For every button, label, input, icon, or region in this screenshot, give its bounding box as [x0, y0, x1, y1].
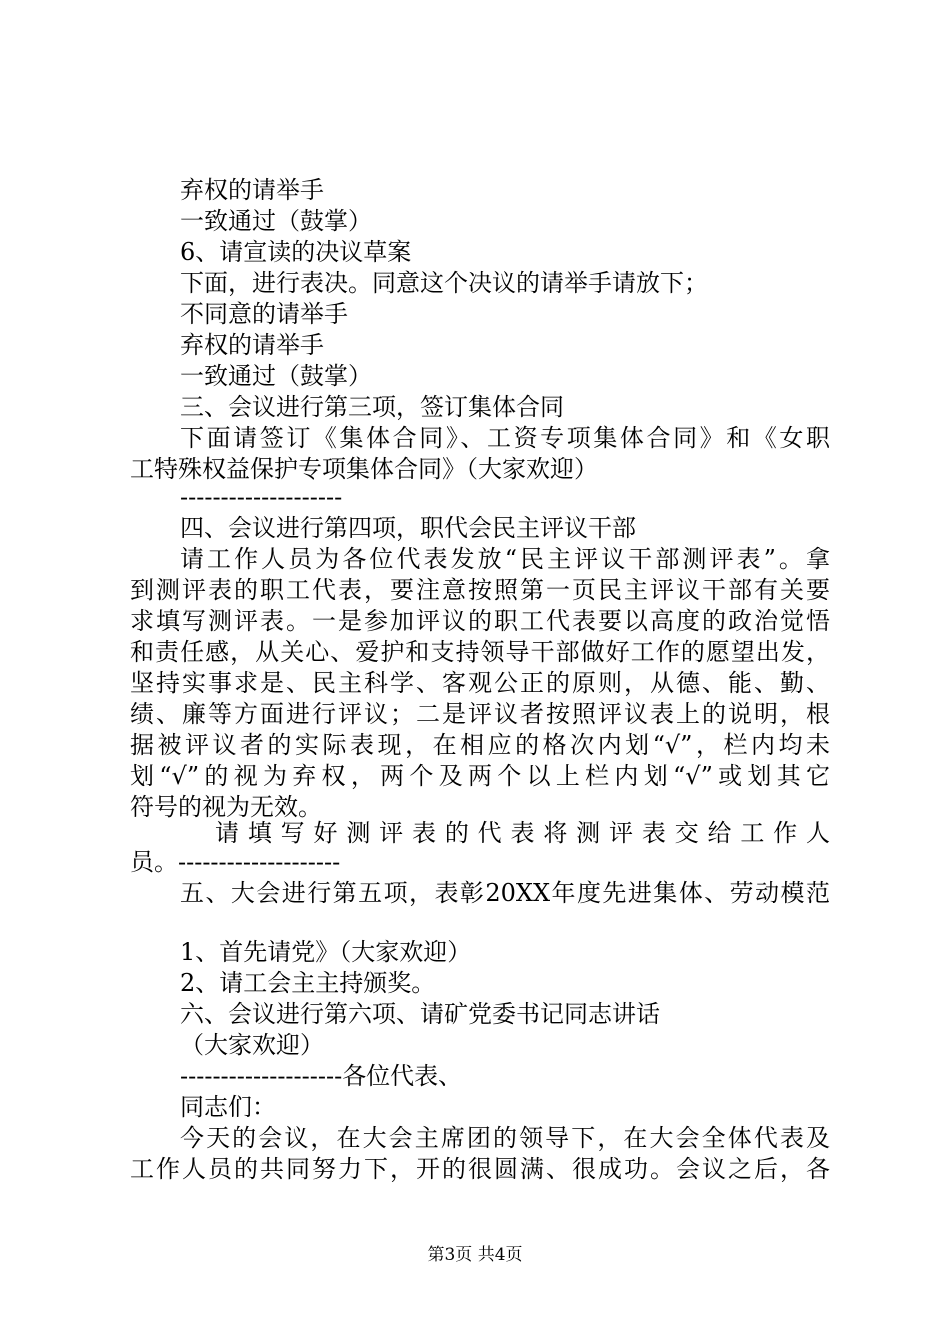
text-line: 1、首先请党》（大家欢迎） [180, 938, 472, 966]
section-heading: 五、大会进行第五项，表彰20XX年度先进集体、劳动模范 [180, 879, 830, 907]
text-line: 和责任感，从关心、爱护和支持领导干部做好工作的愿望出发， [130, 638, 830, 666]
text-line: （大家欢迎） [180, 1031, 324, 1059]
text-line: 今天的会议，在大会主席团的领导下，在大会全体代表及 [180, 1124, 830, 1152]
text-line: 员。-------------------- [130, 848, 341, 876]
text-line: --------------------各位代表、 [180, 1062, 463, 1090]
text-line: 工作人员的共同努力下，开的很圆满、很成功。会议之后，各 [130, 1155, 830, 1183]
text-line: 下面请签订《集体合同》、工资专项集体合同》和《女职 [180, 424, 830, 452]
text-line: 绩、廉等方面进行评议；二是评议者按照评议表上的说明，根 [130, 700, 830, 728]
text-line: 同志们： [180, 1093, 276, 1121]
text-line: 下面，进行表决。同意这个决议的请举手请放下； [180, 269, 708, 297]
text-line: 不同意的请举手 [180, 300, 348, 328]
text-line: 符号的视为无效。 [130, 793, 322, 821]
text-line: 据被评议者的实际表现，在相应的格次内划“√”，栏内均未 [130, 731, 830, 759]
text-line: 请工作人员为各位代表发放“民主评议干部测评表”。拿 [180, 545, 830, 573]
text-line: 6、请宣读的决议草案 [180, 238, 412, 266]
text-line: 划“√”的视为弃权，两个及两个以上栏内划“√”或划其它 [130, 762, 830, 790]
divider-line: -------------------- [180, 483, 343, 511]
text-line: 求填写测评表。一是参加评议的职工代表要以高度的政治觉悟 [130, 607, 830, 635]
section-heading: 四、会议进行第四项，职代会民主评议干部 [180, 514, 636, 542]
text-line: 一致通过（鼓掌） [180, 362, 372, 390]
section-heading: 六、会议进行第六项、请矿党委书记同志讲话 [180, 1000, 660, 1028]
text-line: 2、请工会主主持颁奖。 [180, 969, 436, 997]
text-line: 坚持实事求是、民主科学、客观公正的原则，从德、能、勤、 [130, 669, 830, 697]
text-line: 工特殊权益保护专项集体合同》（大家欢迎） [130, 455, 598, 483]
text-line: 一致通过（鼓掌） [180, 207, 372, 235]
section-heading: 三、会议进行第三项，签订集体合同 [180, 393, 564, 421]
text-line: 弃权的请举手 [180, 331, 324, 359]
text-line: 请填写好测评表的代表将测评表交给工作人 [215, 819, 830, 847]
page-number-footer: 第3页 共4页 [427, 1245, 523, 1265]
text-line: 到测评表的职工代表，要注意按照第一页民主评议干部有关要 [130, 576, 830, 604]
text-line: 弃权的请举手 [180, 176, 324, 204]
